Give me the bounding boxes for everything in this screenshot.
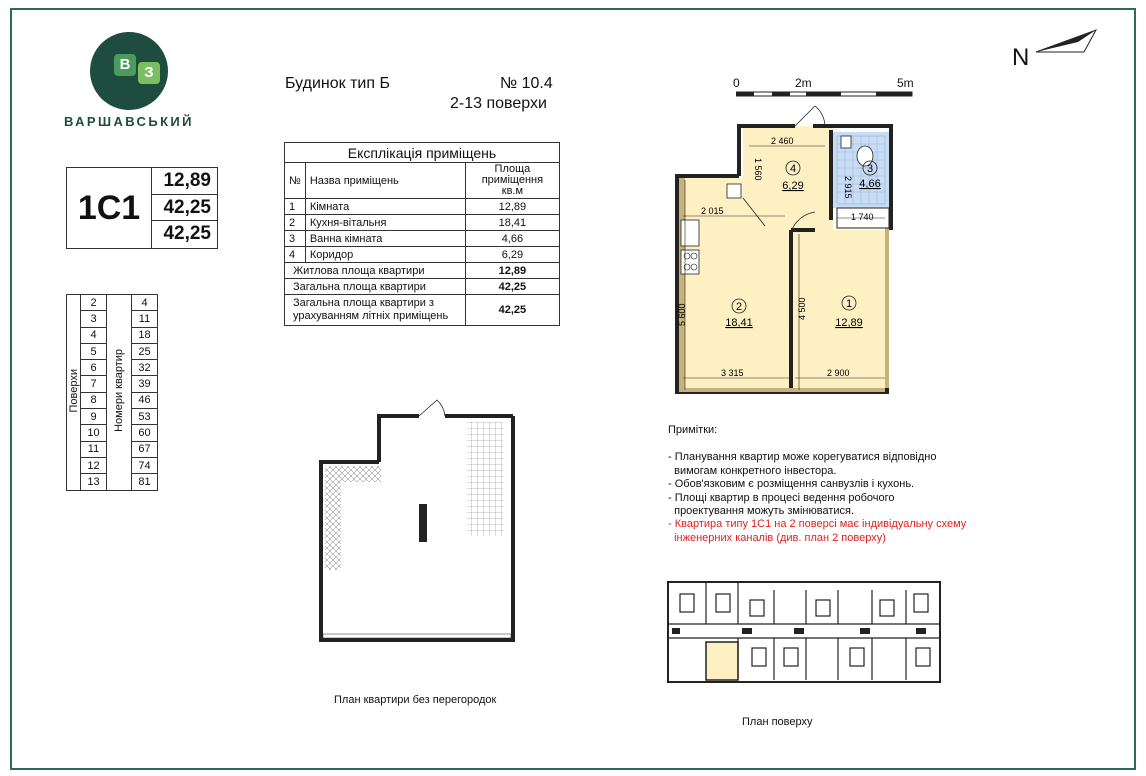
dim-3315: 3 315 [721,368,744,378]
room-row [285,247,560,263]
code-value-total: 42,25 [152,195,217,222]
code-value-living: 12,89 [152,168,217,195]
logo-letter-b: В [114,54,136,76]
room-row [285,231,560,247]
note-line: - Обов'язковим є розміщення санвузлів і кухонь. [668,478,915,491]
scale-2m: 2m [795,76,812,90]
room-area: 12,89 [465,199,559,215]
apartment-number: 32 [132,360,158,376]
living-area-value: 12,89 [465,263,559,279]
col-header-name: Назва приміщень [305,163,465,199]
floor-number: 12 [81,457,107,473]
dim-2460: 2 460 [771,136,794,146]
room-name: Кімната [305,199,465,215]
scale-bar [736,90,916,98]
room4-number: 4 [789,163,797,175]
room-row [285,199,560,215]
note-line: - Площі квартир в процесі ведення робочого [668,491,895,504]
apartment-number: 74 [132,457,158,473]
house-type: Будинок тип Б [285,75,390,92]
floor-plan [666,580,942,684]
logo-name: ВАРШАВСЬКИЙ [64,114,194,129]
scale-5m: 5m [897,76,914,90]
notes-block [668,424,966,545]
floor-number: 6 [81,360,107,376]
dim-2915: 2 915 [843,176,853,199]
total-summer-area-label: Загальна площа квартири з урахуванням літніх приміщень [285,295,466,326]
room-no: 2 [285,215,306,231]
note-line: вимогам конкретного інвестора. [668,464,837,477]
floor-number: 7 [81,376,107,392]
code-value-total-summer: 42,25 [163,223,211,245]
apartment-number: № 10.4 [500,75,553,92]
empty-plan-caption: План квартири без перегородок [334,694,497,706]
note-line: проектування можуть змінюватися. [668,505,855,518]
scale-0: 0 [733,76,740,90]
logo-letter-z: З [138,62,160,84]
apartment-number: 46 [132,392,158,408]
room3-number: 3 [866,163,874,175]
room-no: 1 [285,199,306,215]
apartment-code-box [66,167,218,249]
note-line: - Планування квартир може корегуватися відповідно [668,451,937,464]
floor-number: 5 [81,343,107,359]
dim-2015: 2 015 [701,206,724,216]
room3-area: 4,66 [859,178,881,190]
floor-plan-caption: План поверху [742,716,813,728]
dim-5600: 5 600 [677,303,687,326]
living-area-label: Житлова площа квартири [285,263,466,279]
floors-label: Поверхи [67,369,80,413]
floor-number: 9 [81,409,107,425]
floor-number: 11 [81,441,107,457]
room-name: Коридор [305,247,465,263]
explication-table [284,142,560,326]
apartment-number: 53 [132,409,158,425]
notes-title: Примітки: [668,424,718,436]
col-header-area: Площа приміщення кв.м [465,163,559,199]
apartments-label: Номери квартир [113,349,125,433]
col-header-no: № [285,163,306,199]
apartment-number: 67 [132,441,158,457]
note-line-important: - Квартира типу 1С1 на 2 поверсі має індивідуальну схему [668,518,967,531]
total-area-label: Загальна площа квартири [285,279,466,295]
room1-number: 1 [845,298,853,310]
room1-area: 12,89 [835,317,863,329]
apartment-number: 25 [132,343,158,359]
room4-area: 6,29 [782,180,804,192]
apartment-number: 4 [132,295,158,311]
floors-range: 2-13 поверхи [450,95,547,112]
room2-area: 18,41 [725,317,753,329]
apartment-plan [665,100,915,405]
dim-1560: 1 560 [753,158,763,181]
floor-number: 3 [81,311,107,327]
room-name: Кухня-вітальня [305,215,465,231]
floors-table [66,294,158,491]
room-area: 18,41 [465,215,559,231]
floors-label-cell [67,295,81,491]
floor-number: 2 [81,295,107,311]
dim-1740: 1 740 [851,212,874,222]
floor-row [67,295,158,311]
room-name: Ванна кімната [305,231,465,247]
note-line-important: інженерних каналів (див. план 2 поверху) [668,531,886,544]
north-label: N [1012,44,1030,71]
apartments-label-cell [107,295,132,491]
apartment-number: 18 [132,327,158,343]
room-no: 4 [285,247,306,263]
dim-4500: 4 500 [797,297,807,320]
apartment-code: 1С1 [77,189,141,227]
dim-2900: 2 900 [827,368,850,378]
total-summer-area-value: 42,25 [465,295,559,326]
floor-number: 4 [81,327,107,343]
room-area: 4,66 [465,231,559,247]
room-no: 3 [285,231,306,247]
floor-number: 8 [81,392,107,408]
room-row [285,215,560,231]
floor-number: 13 [81,474,107,490]
room2-number: 2 [735,301,743,313]
total-area-value: 42,25 [465,279,559,295]
apartment-number: 60 [132,425,158,441]
north-arrow-icon [1034,28,1100,56]
apartment-number: 11 [132,311,158,327]
empty-plan [315,398,520,648]
explication-title: Експлікація приміщень [285,143,560,163]
floor-number: 10 [81,425,107,441]
apartment-number: 39 [132,376,158,392]
room-area: 6,29 [465,247,559,263]
apartment-number: 81 [132,474,158,490]
